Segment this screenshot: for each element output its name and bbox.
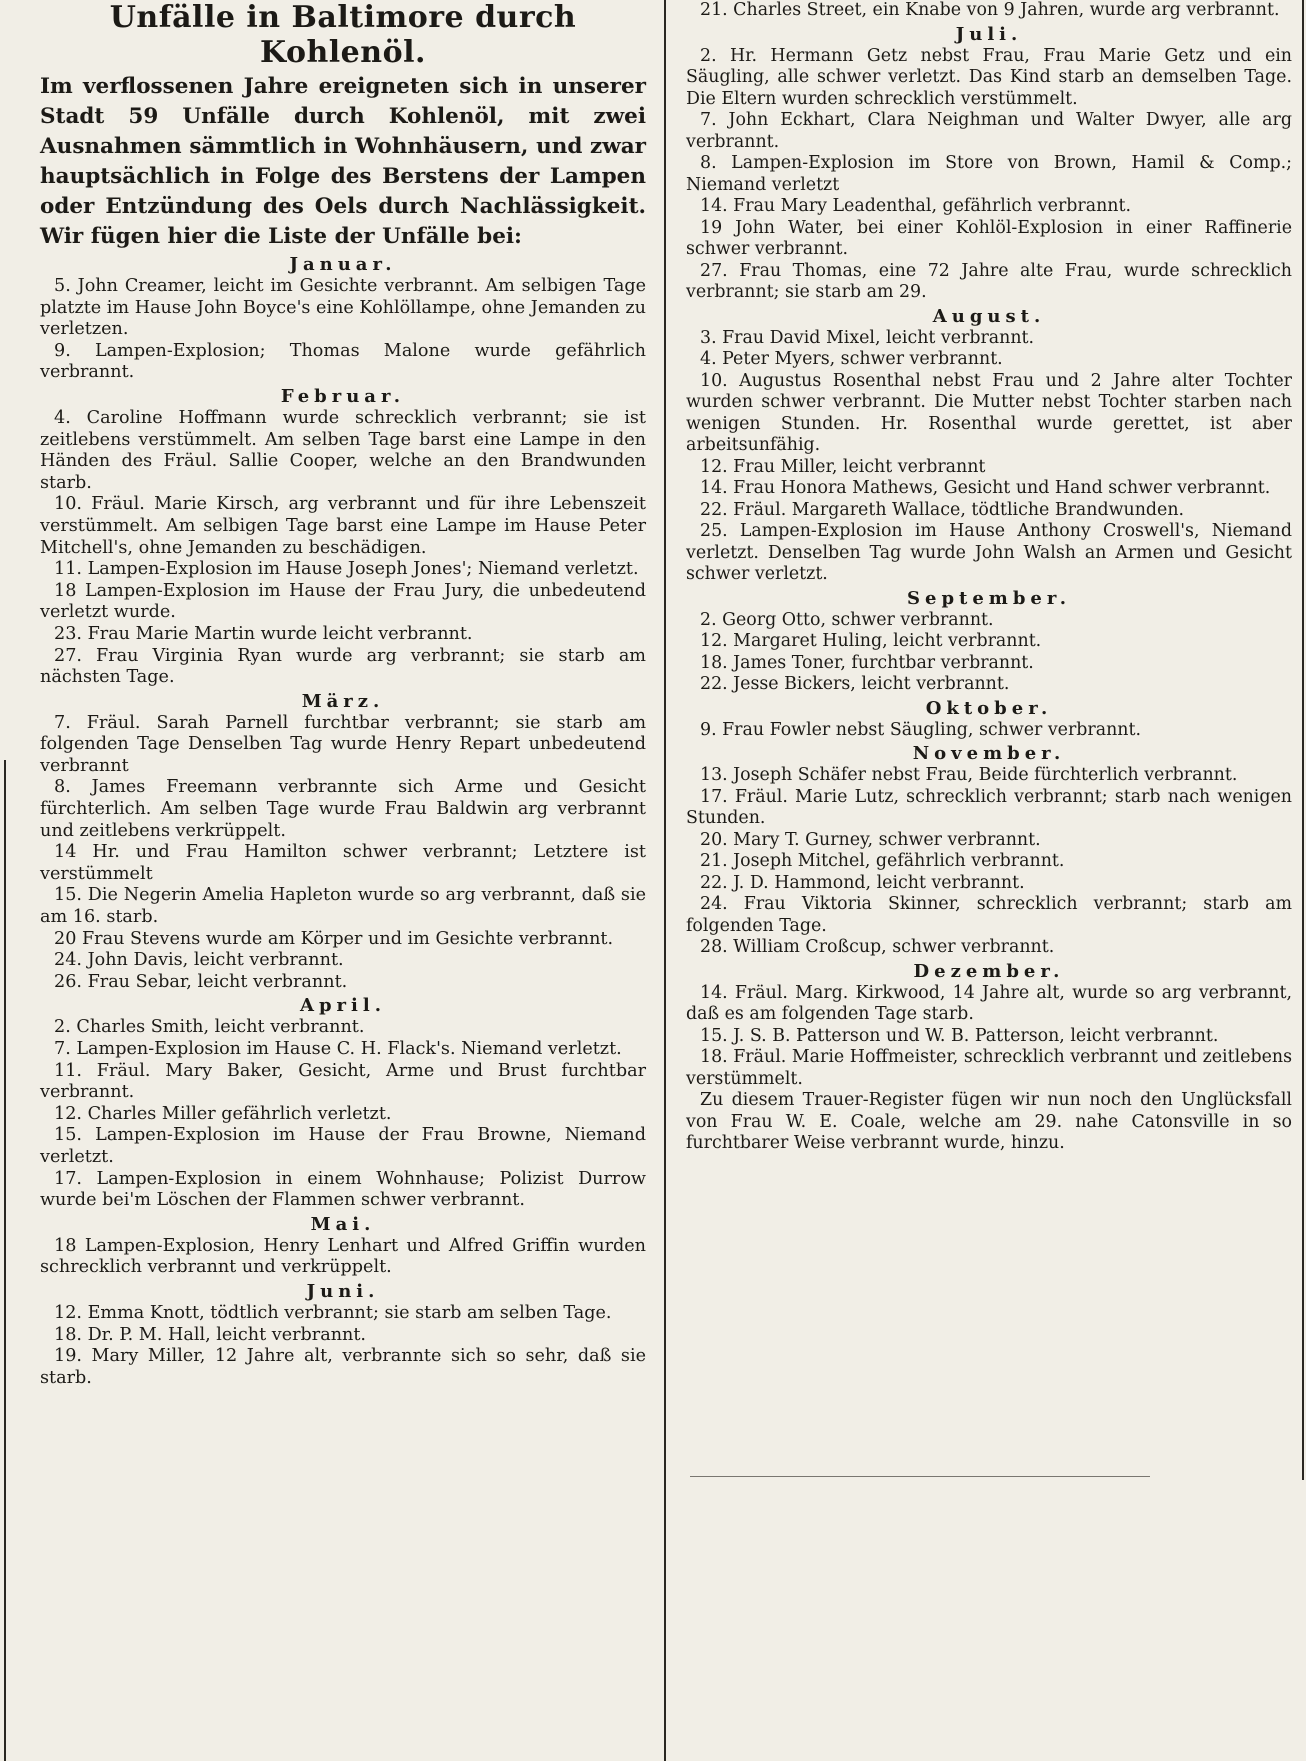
month-heading-maerz: März. — [301, 690, 385, 712]
list-item: 13. Joseph Schäfer nebst Frau, Beide fürchterlich verbrannt. — [700, 765, 1238, 785]
list-item: 23. Frau Marie Martin wurde leicht verbrannt. — [54, 623, 473, 644]
list-item: 14 Hr. und Frau Hamilton schwer verbrannt; Letztere ist verstümmelt — [40, 842, 646, 884]
list-item: 18 Lampen-Explosion im Hause der Frau Jury, die unbedeutend verletzt wurde. — [40, 580, 646, 623]
list-item: 8. James Freemann verbrannte sich Arme und Gesicht fürchterlich. Am selben Tage wurde Frau Baldwin arg verbrannt und zeitlebens verkrüppelt. — [40, 777, 646, 841]
month-heading-mai: Mai. — [310, 1213, 376, 1235]
list-item: 15. Die Negerin Amelia Hapleton wurde so arg verbrannt, daß sie am 16. starb. — [40, 885, 646, 928]
month-heading-oktober: Oktober. — [925, 697, 1053, 719]
list-item: 24. Frau Viktoria Skinner, schrecklich verbrannt; starb am folgenden Tage. — [686, 894, 1292, 936]
list-item: 14. Frau Honora Mathews, Gesicht und Hand schwer verbrannt. — [700, 478, 1271, 498]
month-heading-juni: Juni. — [306, 1280, 380, 1302]
list-item: 20 Frau Stevens wurde am Körper und im Gesichte verbrannt. — [54, 928, 614, 949]
list-item: 18 Lampen-Explosion, Henry Lenhart und Alfred Griffin wurden schrecklich verbrannt und verkrüppelt. — [40, 1235, 646, 1278]
list-item: 28. William Croßcup, schwer verbrannt. — [700, 937, 1055, 957]
list-item: 18. Fräul. Marie Hoffmeister, schrecklich verbrannt und zeitlebens verstümmelt. — [686, 1047, 1292, 1089]
closing-paragraph: Zu diesem Trauer-Register fügen wir nun noch den Unglücksfall von Frau W. E. Coale, welche am 29. nahe Catonsville in so furchtbarer Weise verbrannt wurde, hinzu. — [686, 1090, 1292, 1153]
list-item: 27. Frau Thomas, eine 72 Jahre alte Frau, wurde schrecklich verbrannt; sie starb am 29. — [686, 260, 1292, 302]
list-item: 19. Mary Miller, 12 Jahre alt, verbrannte sich so sehr, daß sie starb. — [40, 1346, 646, 1388]
list-item: 9. Frau Fowler nebst Säugling, schwer verbrannt. — [700, 719, 1141, 740]
list-item: 5. John Creamer, leicht im Gesichte verbrannt. Am selbigen Tage platzte im Hause John Boyce's eine Kohlöllampe, ohne Jemanden zu verletzen. — [40, 276, 646, 340]
list-item: 14. Frau Mary Leadenthal, gefährlich verbrannt. — [700, 196, 1132, 216]
list-item: 12. Emma Knott, tödtlich verbrannt; sie starb am selben Tage. — [54, 1302, 612, 1323]
article-title-line1: Unfälle in Baltimore durch — [109, 0, 577, 35]
article-title — [40, 0, 646, 70]
list-item: 10. Augustus Rosenthal nebst Frau und 2 Jahre alter Tochter wurden schwer verbrannt. Die Mutter nebst Tochter starben nach wenigen Stunden. Hr. Rosenthal wurde gerettet, ist aber arbeitsunfähig. — [686, 370, 1292, 455]
list-item: 2. Georg Otto, schwer verbrannt. — [700, 609, 994, 630]
list-item: 27. Frau Virginia Ryan wurde arg verbrannt; sie starb am nächsten Tage. — [40, 645, 646, 688]
list-item: 4. Caroline Hoffmann wurde schrecklich verbrannt; sie ist zeitlebens verstümmelt. Am selben Tage barst eine Lampe in den Händen des Fräul. Sallie Cooper, welche an den Brandwunden starb. — [40, 407, 646, 493]
column-divider-center — [664, 0, 666, 1761]
list-item: 4. Peter Myers, schwer verbrannt. — [700, 349, 1003, 369]
list-item: 22. J. D. Hammond, leicht verbrannt. — [700, 872, 1025, 893]
list-item: 21. Charles Street, ein Knabe von 9 Jahren, wurde arg verbrannt. — [700, 0, 1280, 20]
list-item: 22. Fräul. Margareth Wallace, tödtliche Brandwunden. — [700, 499, 1185, 520]
left-column — [6, 0, 658, 1761]
month-heading-april: April. — [300, 995, 386, 1017]
article-lead: Im verflossenen Jahre ereigneten sich in unserer Stadt 59 Unfälle durch Kohlenöl, mit zwei Ausnahmen sämmtlich in Wohnhäusern, und zwar hauptsächlich in Folge des Berstens der Lampen oder Entzündung des Oels durch Nachlässigkeit. Wir fügen hier die Liste der Unfälle bei: — [40, 74, 646, 249]
list-item: 24. John Davis, leicht verbrannt. — [54, 950, 344, 971]
list-item: 26. Frau Sebar, leicht verbrannt. — [54, 971, 348, 992]
month-heading-februar: Februar. — [280, 385, 406, 407]
list-item: 20. Mary T. Gurney, schwer verbrannt. — [700, 829, 1041, 850]
month-heading-september: September. — [907, 587, 1071, 609]
list-item: 7. Lampen-Explosion im Hause C. H. Flack's. Niemand verletzt. — [54, 1039, 622, 1059]
month-heading-dezember: Dezember. — [913, 960, 1065, 982]
list-item: 25. Lampen-Explosion im Hause Anthony Croswell's, Niemand verletzt. Denselben Tag wurde John Walsh an Armen und Gesicht schwer verletzt. — [686, 521, 1292, 584]
list-item: 2. Charles Smith, leicht verbrannt. — [54, 1017, 365, 1038]
list-item: 12. Frau Miller, leicht verbrannt — [700, 456, 986, 477]
list-item: 7. John Eckhart, Clara Neighman und Walter Dwyer, alle arg verbrannt. — [686, 110, 1292, 152]
list-item: 14. Fräul. Marg. Kirkwood, 14 Jahre alt, wurde so arg verbrannt, daß es am folgenden Tage starb. — [686, 982, 1292, 1024]
list-item: 18. James Toner, furchtbar verbrannt. — [700, 652, 1034, 673]
month-heading-november: November. — [912, 743, 1066, 764]
list-item: 21. Joseph Mitchel, gefährlich verbrannt. — [700, 851, 1065, 871]
list-item: 18. Dr. P. M. Hall, leicht verbrannt. — [54, 1324, 367, 1345]
list-item: 12. Charles Miller gefährlich verletzt. — [54, 1103, 392, 1124]
month-heading-august: August. — [932, 305, 1046, 327]
list-item: 7. Fräul. Sarah Parnell furchtbar verbrannt; sie starb am folgenden Tage Denselben Tag wurde Henry Repart unbedeutend verbrannt — [40, 712, 646, 776]
month-heading-juli: Juli. — [955, 23, 1023, 45]
list-item: 15. J. S. B. Patterson und W. B. Patterson, leicht verbrannt. — [700, 1025, 1219, 1046]
list-item: 8. Lampen-Explosion im Store von Brown, Hamil & Comp.; Niemand verletzt — [686, 153, 1292, 195]
list-item: 11. Lampen-Explosion im Hause Joseph Jones'; Niemand verletzt. — [54, 559, 639, 580]
list-item: 9. Lampen-Explosion; Thomas Malone wurde gefährlich verbrannt. — [40, 340, 646, 383]
list-item: 11. Fräul. Mary Baker, Gesicht, Arme und Brust furchtbar verbrannt. — [40, 1060, 646, 1103]
list-item: 15. Lampen-Explosion im Hause der Frau Browne, Niemand verletzt. — [40, 1125, 646, 1167]
list-item: 17. Lampen-Explosion in einem Wohnhause; Polizist Durrow wurde bei'm Löschen der Flammen schwer verbrannt. — [40, 1168, 646, 1211]
month-heading-januar: Januar. — [289, 254, 397, 275]
list-item: 17. Fräul. Marie Lutz, schrecklich verbrannt; starb nach wenigen Stunden. — [686, 786, 1292, 828]
list-item: 12. Margaret Huling, leicht verbrannt. — [700, 631, 1042, 651]
list-item: 2. Hr. Hermann Getz nebst Frau, Frau Marie Getz und ein Säugling, alle schwer verletzt. Das Kind starb an demselben Tage. Die Eltern wurden schrecklich verstümmelt. — [686, 45, 1292, 109]
list-item: 10. Fräul. Marie Kirsch, arg verbrannt und für ihre Lebenszeit verstümmelt. Am selbigen Tage barst eine Lampe im Hause Peter Mitchell's, ohne Jemanden zu beschädigen. — [40, 494, 646, 558]
article-title-line2: Kohlenöl. — [260, 35, 426, 70]
list-item: 22. Jesse Bickers, leicht verbrannt. — [700, 674, 1010, 694]
right-column — [672, 0, 1306, 1480]
list-item: 19 John Water, bei einer Kohlöl-Explosion in einer Raffinerie schwer verbrannt. — [686, 217, 1292, 259]
list-item: 3. Frau David Mixel, leicht verbrannt. — [700, 327, 1035, 348]
